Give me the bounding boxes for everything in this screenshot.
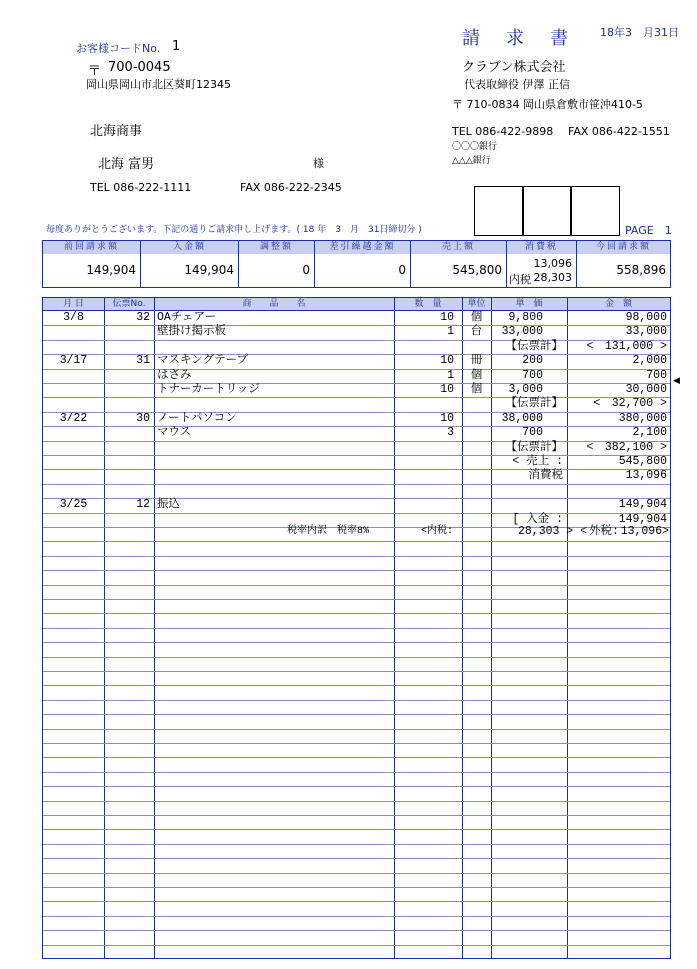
row-rule (43, 671, 670, 672)
row-rule (43, 930, 670, 931)
issuer-representative: 代表取締役 伊澤 正信 (464, 78, 570, 91)
line-price: 9,800 (508, 311, 543, 324)
line-row (43, 498, 670, 512)
line-date: 3/17 (59, 354, 88, 368)
line-unit: 個 (470, 311, 483, 324)
col-header-slip: 伝票No. (112, 299, 146, 309)
line-row (43, 412, 670, 426)
summary-table (42, 240, 671, 288)
summary-carryover (315, 241, 411, 287)
summary-value-current: 558,896 (616, 263, 666, 277)
line-qty: 1 (447, 368, 454, 382)
summary-value-adjust: 0 (302, 263, 310, 277)
line-qty: 3 (447, 426, 454, 440)
line-amount: 149,904 (618, 498, 667, 512)
summary-current-billing (577, 241, 670, 287)
line-amount: < 32,700 > (593, 397, 667, 411)
customer-address: 岡山県岡山市北区葵町12345 (86, 78, 231, 91)
row-rule (43, 786, 670, 787)
line-unit: 台 (470, 325, 483, 339)
line-price: 38,000 (501, 411, 543, 425)
line-price: [ 入金 : (512, 512, 563, 526)
line-qty: 1 (447, 325, 454, 339)
line-price: 3,000 (508, 383, 543, 396)
row-rule (43, 772, 670, 773)
line-unit: 個 (470, 368, 483, 382)
row-rule (43, 801, 670, 802)
summary-value-prev: 149,904 (86, 263, 136, 277)
line-amount: 380,000 (618, 411, 667, 425)
line-item: 壁掛け掲示板 (157, 325, 226, 339)
line-item: マウス (157, 426, 192, 440)
line-qty: 10 (440, 354, 454, 368)
page-number: PAGE 1 (625, 224, 672, 237)
stamp-box-2 (522, 186, 572, 236)
greeting-text: 毎度ありがとうございます。下記の通りご請求申し上げます。( 18 年 3 月 31日締切分 ) (46, 225, 422, 235)
row-rule (43, 657, 670, 658)
col-header-amount: 金 額 (604, 299, 632, 309)
line-row (43, 426, 670, 440)
customer-person: 北海 富男 (98, 157, 155, 172)
line-amount: 98,000 (625, 311, 667, 324)
line-slip: 32 (136, 311, 150, 324)
row-rule (43, 945, 670, 946)
col-header-item: 商 品 名 (242, 299, 306, 309)
line-unit: 個 (470, 383, 483, 396)
line-slip: 12 (136, 498, 150, 512)
col-header-date: 月 日 (63, 299, 84, 309)
summary-label-current: 今回請求額 (595, 242, 651, 252)
line-amount: 13,096 (625, 469, 667, 483)
row-rule (43, 628, 670, 629)
line-item: マスキングテープ (157, 354, 249, 368)
line-row (43, 397, 670, 411)
line-item: 振込 (157, 498, 180, 512)
tax-excl-value: 13,096> (620, 525, 669, 539)
line-price: 消費税 (528, 469, 563, 483)
bank-1: 〇〇〇銀行 (452, 142, 498, 152)
line-date: 3/25 (59, 498, 88, 512)
customer-fax: FAX 086-222-2345 (240, 181, 342, 194)
customer-code: 1 (172, 39, 181, 54)
row-rule (43, 700, 670, 701)
line-amount: 2,100 (632, 426, 667, 440)
line-item: OAチェアー (157, 311, 217, 324)
pointer-marker-icon: ◀ (673, 376, 680, 386)
line-row (43, 325, 670, 339)
col-header-qty: 数 量 (414, 299, 442, 309)
customer-tel: TEL 086-222-1111 (90, 181, 192, 194)
line-row (43, 484, 670, 498)
col-header-unit: 単位 (467, 299, 486, 309)
summary-label-payment: 入金額 (172, 242, 206, 252)
line-row (43, 469, 670, 483)
row-rule (43, 729, 670, 730)
line-item: トナーカートリッジ (157, 383, 260, 396)
line-amount: 2,000 (632, 354, 667, 368)
summary-value-payment: 149,904 (184, 263, 234, 277)
issuer-company: クラブン株式会社 (462, 60, 566, 75)
stamp-box-3 (570, 186, 620, 236)
row-rule (43, 541, 670, 542)
honorific: 様 (313, 157, 324, 170)
row-rule (43, 858, 670, 859)
row-rule (43, 642, 670, 643)
row-rule (43, 599, 670, 600)
line-row (43, 441, 670, 455)
bank-2: △△△銀行 (452, 156, 491, 166)
document-title: 請 求 書 (462, 28, 572, 49)
summary-label-prev: 前回請求額 (63, 242, 119, 252)
line-price: 【伝票計】 (505, 339, 563, 353)
row-rule (43, 757, 670, 758)
line-qty: 10 (440, 383, 454, 396)
row-rule (43, 714, 670, 715)
summary-value-carryover: 0 (398, 263, 406, 277)
line-row (43, 354, 670, 368)
line-qty: 10 (440, 411, 454, 425)
summary-adjustment (239, 241, 315, 287)
tax-incl-label: <内税: (421, 526, 454, 538)
customer-postal-mark: 〒 (88, 64, 102, 79)
line-items-header (43, 298, 670, 311)
row-rule (43, 613, 670, 614)
line-amount: 30,000 (625, 383, 667, 396)
line-row (43, 311, 670, 325)
summary-value-sales: 545,800 (452, 263, 502, 277)
line-price: 【伝票計】 (505, 440, 563, 454)
line-unit: 冊 (470, 354, 483, 368)
line-price: 33,000 (501, 325, 543, 339)
line-item: ノートパソコン (157, 411, 237, 425)
summary-value-tax: 13,096 (533, 257, 572, 270)
line-amount: 149,904 (618, 512, 667, 526)
line-items-table (42, 297, 671, 959)
line-price: 200 (522, 354, 543, 368)
summary-tax (507, 241, 577, 287)
summary-label-sales: 売上額 (441, 242, 475, 252)
row-rule (43, 873, 670, 874)
summary-tax-incl-value: 28,303 (533, 271, 572, 284)
row-rule (43, 887, 670, 888)
line-slip: 30 (136, 411, 150, 425)
line-amount: < 382,100 > (586, 440, 667, 454)
line-date: 3/8 (63, 311, 84, 324)
customer-code-label: お客様コードNo. (76, 42, 161, 55)
line-amount: 545,800 (618, 455, 667, 468)
row-rule (43, 743, 670, 744)
customer-postal: 700-0045 (108, 60, 171, 75)
line-price: < 売上 : (512, 455, 563, 468)
line-price: 700 (522, 368, 543, 382)
issuer-tel: TEL 086-422-9898 (452, 125, 554, 138)
summary-label-adjust: 調整額 (259, 242, 293, 252)
line-price: 【伝票計】 (505, 397, 563, 411)
invoice-date: 18年3 月31日 (600, 26, 679, 39)
summary-label-tax: 消費税 (524, 242, 558, 252)
tax-incl-value: 28,303 > < (517, 525, 587, 539)
row-rule (43, 556, 670, 557)
stamp-box-1 (474, 186, 524, 236)
line-row (43, 383, 670, 397)
line-qty: 10 (440, 311, 454, 324)
line-row (43, 369, 670, 383)
row-rule (43, 570, 670, 571)
line-amount: < 131,000 > (586, 339, 667, 353)
line-row (43, 340, 670, 354)
row-rule (43, 829, 670, 830)
tax-excl-label: 外税: (589, 525, 619, 539)
line-price: 700 (522, 426, 543, 440)
row-rule (43, 916, 670, 917)
row-rule (43, 815, 670, 816)
line-amount: 700 (646, 368, 667, 382)
line-slip: 31 (136, 354, 150, 368)
summary-sales (411, 241, 507, 287)
summary-prev-billing (43, 241, 141, 287)
row-rule (43, 685, 670, 686)
line-amount: 33,000 (625, 325, 667, 339)
col-header-price: 単 価 (515, 299, 543, 309)
summary-label-carryover: 差引繰越金額 (329, 242, 396, 252)
summary-tax-incl-label: 内税 (509, 273, 531, 286)
customer-company: 北海商事 (90, 124, 143, 139)
line-date: 3/22 (59, 411, 88, 425)
issuer-address: 〒 710-0834 岡山県倉敷市笹沖410-5 (452, 98, 643, 111)
issuer-fax: FAX 086-422-1551 (568, 125, 670, 138)
line-row (43, 455, 670, 469)
summary-payment (141, 241, 239, 287)
line-item: はさみ (157, 368, 192, 382)
row-rule (43, 901, 670, 902)
row-rule (43, 844, 670, 845)
row-rule (43, 585, 670, 586)
tax-breakdown-row (43, 525, 670, 539)
tax-breakdown-label: 税率内訳 税率8% (287, 526, 370, 538)
